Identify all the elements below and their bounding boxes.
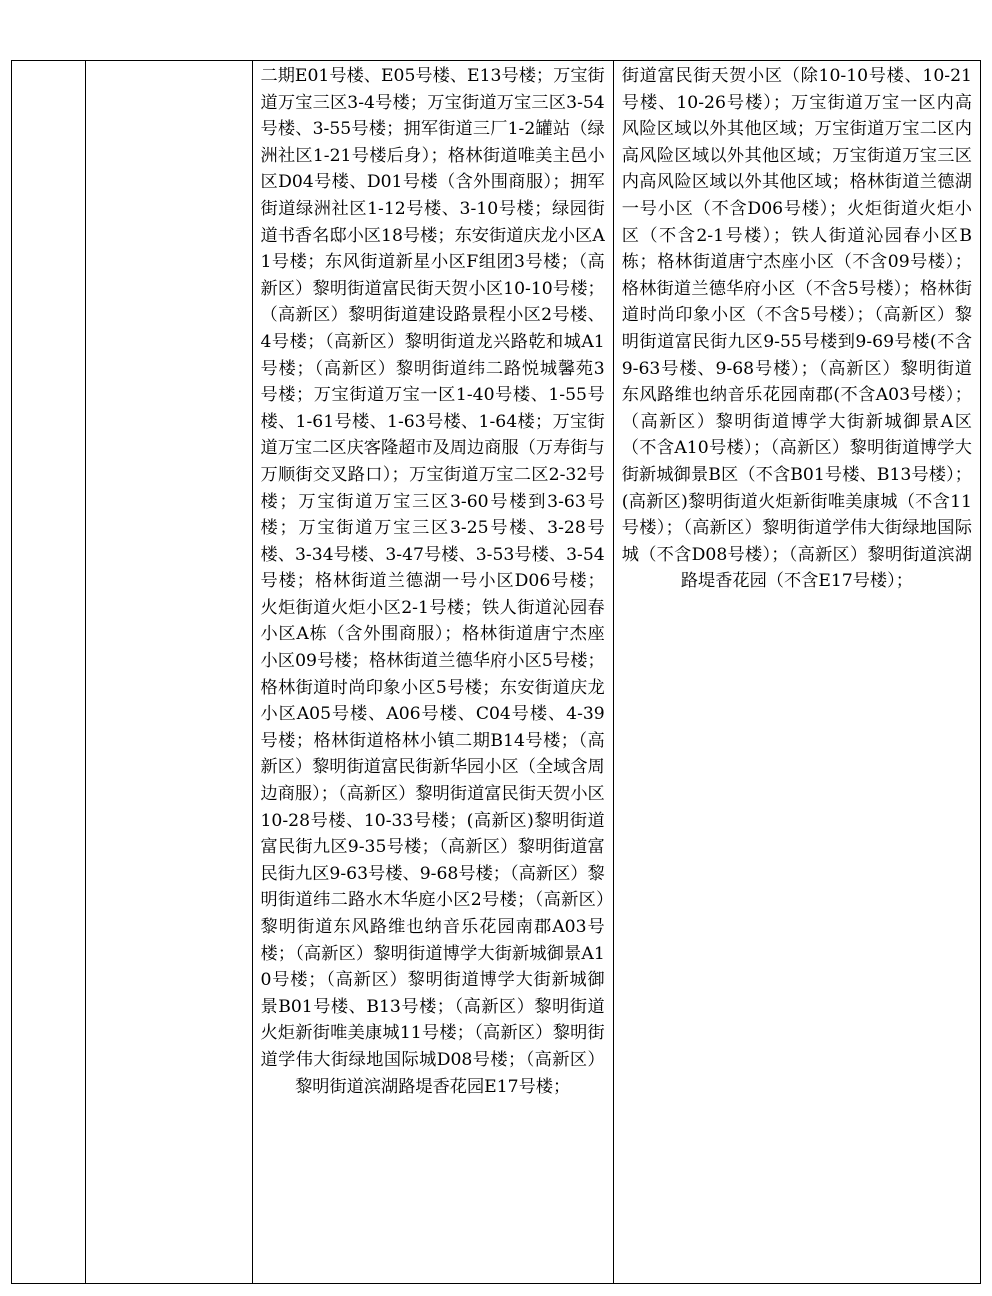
cell-text-col1 (12, 61, 85, 63)
table-cell-medium-risk-areas (614, 61, 980, 1283)
table-cell-col1 (12, 61, 86, 1283)
cell-text-col2 (86, 61, 252, 63)
table-cell-high-risk-areas (253, 61, 614, 1283)
cell-text-high-risk-areas: 二期E01号楼、E05号楼、E13号楼；万宝街道万宝三区3-4号楼；万宝街道万宝三区3-54号楼、3-55号楼；拥军街道三厂1-2罐站（绿洲社区1-21号楼后身）；格林街道唯美主邑小区D04号楼、D01号楼（含外围商服）；拥军街道绿洲社区1-12号楼、3-10号楼；绿园街道书香名邸小区18号楼；东安街道庆龙小区A1号楼；东风街道新星小区F组团3号楼；（高新区）黎明街道富民街天贺小区10-10号楼；（高新区）黎明街道建设路景程小区2号楼、4号楼；（高新区）黎明街道龙兴路乾和城A1号楼；（高新区）黎明街道纬二路悦城馨苑3号楼；万宝街道万宝一区1-40号楼、1-55号楼、1-61号楼、1-63号楼、1-64楼；万宝街道万宝二区庆客隆超市及周边商服（万寿街与万顺街交叉路口）；万宝街道万宝二区2-32号楼；万宝街道万宝三区3-60号楼到3-63号楼；万宝街道万宝三区3-25号楼、3-28号楼、3-34号楼、3-47号楼、3-53号楼、3-54号楼；格林街道兰德湖一号小区D06号楼；火炬街道火炬小区2-1号楼；铁人街道沁园春小区A栋（含外围商服）；格林街道唐宁杰座小区09号楼；格林街道兰德华府小区5号楼；格林街道时尚印象小区5号楼；东安街道庆龙小区A05号楼、A06号楼、C04号楼、4-39号楼；格林街道格林小镇二期B14号楼；（高新区）黎明街道富民街新华园小区（全域含周边商服）；（高新区）黎明街道富民街天贺小区10-28号楼、10-33号楼；(高新区)黎明街道富民街九区9-35号楼；（高新区）黎明街道富民街九区9-63号楼、9-68号楼；（高新区）黎明街道纬二路水木华庭小区2号楼；（高新区）黎明街道东风路维也纳音乐花园南郡A03号楼；（高新区）黎明街道博学大街新城御景A10号楼；（高新区）黎明街道博学大街新城御景B01号楼、B13号楼；（高新区）黎明街道火炬新街唯美康城11号楼；（高新区）黎明街道学伟大街绿地国际城D08号楼；（高新区）黎明街道滨湖路堤香花园E17号楼； (260, 66, 605, 1097)
cell-text-medium-risk-areas: 街道富民街天贺小区（除10-10号楼、10-21号楼、10-26号楼）；万宝街道万宝一区内高风险区域以外其他区域；万宝街道万宝二区内高风险区域以外其他区域；万宝街道万宝三区内高风险区域以外其他区域；格林街道兰德湖一号小区（不含D06号楼）；火炬街道火炬小区（不含2-1号楼）；铁人街道沁园春小区B栋；格林街道唐宁杰座小区（不含09号楼）；格林街道兰德华府小区（不含5号楼）；格林街道时尚印象小区（不含5号楼）；（高新区）黎明街道富民街九区9-55号楼到9-69号楼(不含9-63号楼、9-68号楼）；（高新区）黎明街道东风路维也纳音乐花园南郡(不含A03号楼）；（高新区）黎明街道博学大街新城御景A区（不含A10号楼）；（高新区）黎明街道博学大街新城御景B区（不含B01号楼、B13号楼）；(高新区)黎明街道火炬新街唯美康城（不含11号楼）；（高新区）黎明街道学伟大街绿地国际城（不含D08号楼）；（高新区）黎明街道滨湖路堤香花园（不含E17号楼）； (621, 66, 972, 592)
document-table (11, 60, 981, 1284)
table-cell-col2 (86, 61, 253, 1283)
